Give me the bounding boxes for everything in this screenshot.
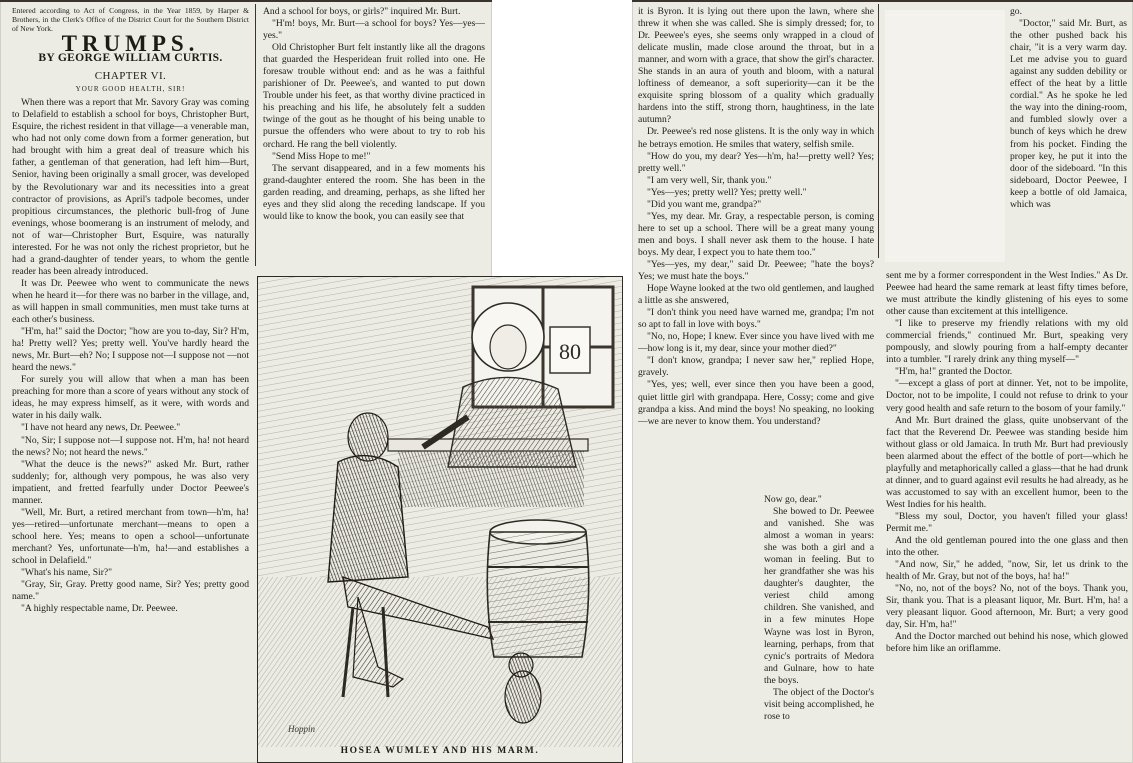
paragraph: Dr. Peewee's red nose glistens. It is the only way in which he betrays emotion. He smiles that watery, selfish smile. <box>638 126 874 150</box>
paragraph: "Doctor," said Mr. Burt, as the other pushed back his chair, "it is a very warm day. Let me advise you to guard against any sudden debility or effect of the heat by a little cordial." As he spoke he led the way into the dining-room, and fumbled slowly over a bunch of keys which he drew from his pocket. Finding the proper key, he put it into the door of the sideboard. "In this sideboard, Doctor Peewee, I keep a bottle of old Jamaica, which was <box>1010 18 1127 210</box>
paragraph: "H'm, ha!" granted the Doctor. <box>895 366 1013 378</box>
article-column-3 <box>638 6 874 494</box>
engraving-illustration <box>257 276 623 763</box>
paragraph: "H'm, ha!" said the Doctor; "how are you to-day, Sir? H'm, ha! Pretty well? Yes; pretty well. You've hardly heard the news, Mr. Burt—eh? No; I suppose not—I suppose not —not heard the news." <box>12 326 249 374</box>
man-head <box>348 413 388 461</box>
paragraph: And Mr. Burt drained the glass, quite unobservant of the fact that the Reverend Dr. Peewee was standing beside him without glass or old Jamaica. In truth Mr. Burt had previously been alarmed about the effect of the bottle of port—which he playfully and metaphorically called a glass—that he had drunk at dinner, and to guard against evil results he had already, as he was accustomed to say with an excellent humor, been to the West Indies for his health. <box>886 414 1128 510</box>
paragraph: Hope Wayne looked at the two old gentlemen, and laughed a little as she answered, <box>638 283 874 307</box>
paragraph: "I have not heard any news, Dr. Peewee." <box>21 422 181 434</box>
paragraph: Old Christopher Burt felt instantly like all the dragons that guarded the Hesperidean fruit rolled into one. He foresaw trouble without end: and as he was a faithful parishioner of Dr. Peewee's, and wanted to put down Trouble under his feet, as that worthy divine practiced in his preaching and his life, he absolutely felt a sudden twinge of the gout as he thought of his being unable to pursue the offenders who were about to try to rob his orchard. He rang the bell violently. <box>263 42 485 150</box>
top-rule-left <box>0 0 492 2</box>
engraving-scene <box>258 277 623 763</box>
paragraph: "Send Miss Hope to me!" <box>272 150 371 162</box>
paragraph: "Yes, my dear. Mr. Gray, a respectable person, is coming here to set up a school. There will be a great many young men and boys. I shall never ask them to the house. I hate boys. My dear, I expect you to hate them too." <box>638 210 874 258</box>
paragraph: "—except a glass of port at dinner. Yet, not to be impolite, Doctor, not to be impolite, I could not refuse to drink to your very good health and safe return to the bosom of your family." <box>886 378 1128 414</box>
chapter-heading: CHAPTER VI. <box>94 70 167 83</box>
paragraph: "And now, Sir," he added, "now, Sir, let us drink to the health of Mr. Gray, but not of the boys, ha! ha!" <box>886 559 1128 583</box>
paragraph: And the Doctor marched out behind his nose, which glowed before him like an oriflamme. <box>886 631 1128 655</box>
paragraph: sent me by a former correspondent in the West Indies." As Dr. Peewee had heard the same remark at least fifty times before, we must attribute the kindly glistening of his eyes to some other cause than excitement at this intelligence. <box>886 270 1128 318</box>
column-divider <box>255 4 256 266</box>
paragraph: "Yes—yes, my dear," said Dr. Peewee; "hate the boys? Yes; we must hate the boys." <box>638 258 874 283</box>
paragraph: "What the deuce is the news?" asked Mr. Burt, rather suddenly; for, although very pompous, he was also very impatient, and fretted fearfully under Doctor Peewee's manner. <box>12 458 249 506</box>
sign-number: 80 <box>559 339 581 364</box>
paragraph: go. <box>1010 6 1022 17</box>
article-column-4 <box>886 270 1128 760</box>
paragraph: The servant disappeared, and in a few moments his grand-daughter entered the room. She has been in the garden reading, and dreaming, perhaps, as she lifted her eyes and they slid along the receding landscape. If you would like to know the book, you can easily see that <box>263 162 485 222</box>
paragraph: "I don't think you need have warned me, grandpa; I'm not so apt to fall in love with boys." <box>638 307 874 331</box>
artist-signature: Hoppin <box>288 724 315 734</box>
paragraph: When there was a report that Mr. Savory Gray was coming to Delafield to establish a school for boys, Christopher Burt, Esquire, the richest resident in that village—a venerable man, who had not only come down from a former generation, but had brought with him a great deal of treasure which his father, a gentleman of that generation, had left him—Burt, Senior, having been originally a small grocer, was developed by the Revolutionary war and its necessities into a great contractor of provisions, as April's tadpole becomes, under propitious circumstances, the plethoric bull-frog of June evenings, whose boomerang is an instrument of melody, and not of war—Christopher Burt, Esquire, was naturally interested. For he was not only the richest proprietor, but he had a grand-daughter of tender years, to whom the gentle reader has been already introduced. <box>12 97 249 277</box>
paragraph: "How do you, my dear? Yes—h'm, ha!—pretty well? Yes; pretty well." <box>638 150 874 174</box>
paragraph: "What's his name, Sir?" <box>21 567 113 579</box>
paragraph: Now go, dear." <box>764 494 822 505</box>
paragraph: And the old gentleman poured into the one glass and then into the other. <box>886 535 1128 559</box>
article-column-3-narrow <box>764 494 874 760</box>
paragraph: "I like to preserve my friendly relations with my old commercial friends," continued Mr. Burt, speaking very pompously, and slowly pouring from a half-empty decanter into a tumbler. "I rarely drink any thing myself—" <box>886 318 1128 366</box>
article-byline: BY GEORGE WILLIAM CURTIS. <box>38 51 223 65</box>
paragraph: "Yes—yes; pretty well? Yes; pretty well." <box>647 186 807 198</box>
cat-head <box>509 653 533 677</box>
paragraph: For surely you will allow that when a man has been preaching for more than a score of years without any stock of ideas, he may express himself, as it were, with words and water in his daily walk. <box>12 374 249 422</box>
illustration-caption: HOSEA WUMLEY AND HIS MARM. <box>340 746 540 756</box>
paragraph: "No, no, Hope; I knew. Ever since you have lived with me—how long is it, my dear, since your mother died?" <box>638 331 874 355</box>
paragraph: "No, Sir; I suppose not—I suppose not. H'm, ha! not heard the news? No; not heard the news." <box>12 434 249 458</box>
article-column-4-narrow <box>1010 6 1127 268</box>
paragraph: "I am very well, Sir, thank you." <box>647 174 772 186</box>
cat-body <box>505 671 541 723</box>
barrel-body <box>487 532 588 657</box>
article-column-2 <box>263 6 485 270</box>
man-body <box>328 456 408 582</box>
paragraph: "I don't know, grandpa; I never saw her," replied Hope, gravely. <box>638 355 874 379</box>
paragraph: "Did you want me, grandpa?" <box>647 198 762 210</box>
paragraph: it is Byron. It is lying out there upon the lawn, where she threw it when she was called. She is simply dressed; for, to Dr. Peewee's eyes, she seems only wrapped in a cloud of delicate muslin, made close around the throat, but in a manner, and worn with a grace, that show the girl's character. She stands in an aura of youth and bloom, with a natural loftiness of demeanor, a soft superiority—can it be the exquisite spring blossom of a quality which gradually hardens into the stiff, strong thorn, haughtiness, in the late autumn? <box>638 6 874 126</box>
woman-face <box>490 325 526 369</box>
copyright-notice: Entered according to Act of Congress, in the Year 1859, by Harper & Brothers, in the Clerk's Office of the District Court for the Southern District of New York. <box>12 6 249 33</box>
article-column-1 <box>12 6 249 760</box>
paragraph: She bowed to Dr. Peewee and vanished. She was almost a woman in years: she was both a girl and a woman in feeling. But to her grandfather she was his daughter's daughter, the veriest child among children. She vanished, and in a few minutes Hope Wayne was lost in Byron, learning, perhaps, from that cynic's portraits of Medora and Gulnare, how to hate the boys. <box>764 506 874 686</box>
paragraph: "Yes, yes; well, ever since then you have been a good, quiet little girl with grandpapa. Here, Cossy; come and give grandpa a kiss. And mind the boys! No speaking, no looking—we are never to know them. You understand? <box>638 379 874 427</box>
paragraph: And a school for boys, or girls?" inquired Mr. Burt. <box>263 6 461 17</box>
paragraph: The object of the Doctor's visit being accomplished, he rose to <box>764 686 874 722</box>
paragraph: "Gray, Sir, Gray. Pretty good name, Sir? Yes; pretty good name." <box>12 579 249 603</box>
woman-body <box>448 377 576 467</box>
paragraph: It was Dr. Peewee who went to communicate the news when he heard it—for there was no barber in the village, and, as will happen in small communities, men must take turns at each other's business. <box>12 277 249 326</box>
paragraph: "No, no, not of the boys? No, not of the boys. Thank you, Sir, thank you. That is a pleasant liquor, Mr. Burt. H'm, ha! a very pleasant liquor. Good afternoon, Mr. Burt; a very good day, Sir. H'm, ha!" <box>886 583 1128 631</box>
article-title: TRUMPS. <box>61 31 200 56</box>
chapter-subtitle: YOUR GOOD HEALTH, SIR! <box>75 85 186 94</box>
paragraph: "Bless my soul, Doctor, you haven't filled your glass! Permit me." <box>886 510 1128 534</box>
paragraph: "A highly respectable name, Dr. Peewee. <box>21 603 178 615</box>
paragraph: "H'm! boys, Mr. Burt—a school for boys? Yes—yes—yes." <box>263 18 485 42</box>
paragraph: "Well, Mr. Burt, a retired merchant from town—h'm, ha! yes—retired—unfortunate merchant—means to open a school here. Yes; means to open a school—unfortunate merchant? Yes, unfortunate—h'm, ha!—and establishes a school in Delafield." <box>12 506 249 566</box>
top-rule-right <box>632 0 1133 2</box>
column-divider <box>878 4 879 258</box>
cut-background <box>885 10 1005 262</box>
decorative-cut <box>883 8 1007 264</box>
